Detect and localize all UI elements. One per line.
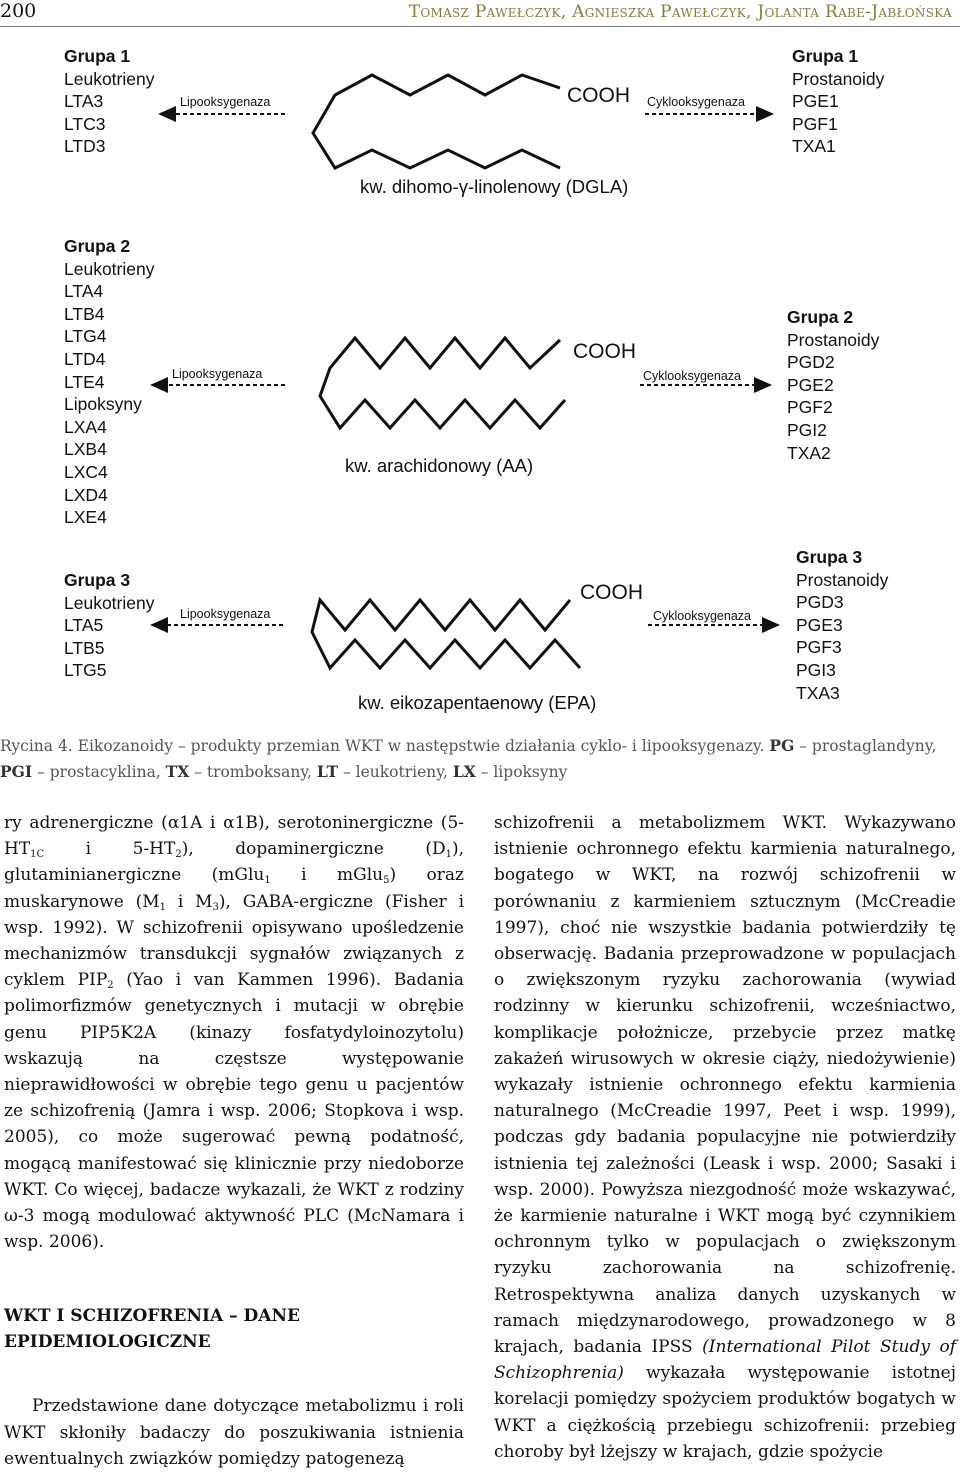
group3-lipoxygenase-label: Lipooksygenaza	[180, 607, 271, 621]
caption-abbr: LX	[452, 762, 476, 781]
group1-right-list	[792, 45, 884, 158]
group1-right-line: PGE1	[792, 91, 839, 112]
group2-left-line: LTA4	[64, 281, 104, 302]
caption-abbr: PGI	[0, 762, 33, 781]
caption-text: – lipoksyny	[475, 763, 568, 781]
group2-left-line: LXE4	[64, 507, 107, 528]
group3-left-line: Leukotrieny	[64, 592, 155, 613]
group2-cooh-label: COOH	[573, 340, 636, 363]
group3-left-heading: Grupa 3	[64, 570, 131, 590]
group2-left-line: LTE4	[64, 371, 105, 392]
group3-left-line: LTG5	[64, 660, 107, 681]
caption-abbr: TX	[165, 762, 190, 781]
group2-acid-label: kw. arachidonowy (AA)	[345, 455, 534, 476]
group2-lipoxygenase-label: Lipooksygenaza	[172, 367, 263, 381]
group1-left-line: LTD3	[64, 136, 106, 157]
figure-caption	[0, 733, 960, 785]
right-paragraph: schizofrenii a metabolizmem WKT. Wykazywano istnienie ochronnego efektu karmienia naturalnego, bogatego w WKT, na rozwój schizofrenii w porównaniu z karmieniem sztucznym (McCreadie 1997), choć nie wszystkie badania potwierdziły tę obserwację. Badania przeprowadzone w populacjach o zwiększonym ryzyku zachorowania (wywiad rodzinny w kierunku schizofrenii, wcześniactwo, komplikacje położnicze, przebycie przez matkę zakażeń wirusowych w okresie ciąży, niedożywienie) wykazały istnienie ochronnego efektu karmienia naturalnego (McCreadie 1997, Peet i wsp. 1999), podczas gdy badania populacyjne nie potwierdziły istnienia tej zależności (Leask i wsp. 2000; Sasaki i wsp. 2000). Powyższa niezgodność może wskazywać, że karmienie naturalne i WKT mogą być czynnikiem ochronnym tylko w populacjach o zwiększonym ryzyku zachorowania na schizofrenię. Retrospektywna analiza danych uzyskanych w ramach międzynarodowego, prowadzonego w 8 krajach, badania IPSS (International Pilot Study of Schizophrenia) wykazała występowanie istotnej korelacji pomiędzy spożyciem produktów bogatych w WKT a ciężkością przebiegu schizofrenii: przebieg choroby był lżejszy w krajach, gdzie spożycie	[494, 813, 957, 1462]
group1-left-line: Leukotrieny	[64, 68, 155, 89]
group3-right-line: PGE3	[796, 614, 843, 635]
group2-left-line: Lipoksyny	[64, 394, 142, 415]
group1-cyclooxygenase-label: Cyklooksygenaza	[647, 95, 745, 109]
group3-right-line: PGI3	[796, 659, 836, 680]
group2-left-heading: Grupa 2	[64, 236, 131, 256]
group2-left-line: LXA4	[64, 416, 107, 437]
group2-right-line: PGD2	[787, 352, 835, 373]
group3-right-list	[796, 546, 888, 704]
aa-chain	[320, 338, 565, 428]
group2-left-line: LTD4	[64, 348, 106, 369]
group2-left-line: LXC4	[64, 461, 108, 482]
group3-right-line: TXA3	[796, 682, 840, 703]
group1-acid-label: kw. dihomo-γ-linolenowy (DGLA)	[360, 176, 629, 197]
group2-cyclooxygenase-label: Cyklooksygenaza	[643, 369, 741, 383]
running-head: Tomasz Pawełczyk, Agnieszka Pawełczyk, Jolanta Rabe-Jabłońska	[408, 2, 952, 22]
group3-right-line: PGD3	[796, 592, 844, 613]
dgla-chain-upper	[313, 75, 560, 168]
group1-left-line: LTC3	[64, 113, 106, 134]
group1-cooh-label: COOH	[567, 84, 630, 107]
left-paragraph-2: Przedstawione dane dotyczące metabolizmu i roli WKT skłoniły badaczy do poszukiwania istnienia ewentualnych związków pomiędzy patogenezą	[4, 1396, 464, 1469]
group3-cooh-label: COOH	[580, 581, 643, 604]
caption-text: – tromboksany,	[189, 763, 317, 781]
group1-right-line: PGF1	[792, 113, 838, 134]
caption-text: – prostacyklina,	[32, 763, 166, 781]
group3-right-line: PGF3	[796, 637, 842, 658]
group3-acid-label: kw. eikozapentaenowy (EPA)	[358, 692, 597, 713]
caption-abbr: PG	[769, 736, 795, 755]
group1-left-line: LTA3	[64, 91, 104, 112]
left-paragraph-1: ry adrenergiczne (α1A i α1B), serotoninergiczne ($5-HT_{1C}$ i $5-HT_2$), dopaminergiczne $(D_1)$, glutaminianergiczne (mGlu$_1$ i mGlu$_5$) oraz muskarynowe ($M_1$ i $M_3$), GABA-ergiczne (Fisher i wsp. 1992). W schizofrenii opisywano upośledzenie mechanizmów transdukcji sygnałów związanych z cyklem $PIP_2$ (Yao i van Kammen 1996). Badania polimorfizmów genetycznych i mutacji w obrębie genu PIP5K2A (kinazy fosfatydyloinozytolu) wskazują na częstsze występowanie nieprawidłowości w obrębie tego genu u pacjentów ze schizofrenią (Jamra i wsp. 2006; Stopkova i wsp. 2005), co może sugerować pewną podatność, mogącą manifestować się klinicznie przy niedoborze WKT. Co więcej, badacze wykazali, że WKT z rodziny ω-3 mogą modulować aktywność PLC (McNamara i wsp. 2006).	[4, 813, 464, 1253]
group1-right-line: TXA1	[792, 136, 836, 157]
section-title: WKT I SCHIZOFRENIA – DANE EPIDEMIOLOGICZNE	[4, 1306, 300, 1353]
group2-right-line: PGE2	[787, 374, 834, 395]
group1-right-line: Prostanoidy	[792, 68, 885, 89]
group3-cyclooxygenase-label: Cyklooksygenaza	[653, 609, 751, 623]
group2-left-list	[64, 235, 154, 529]
caption-abbr: LT	[316, 762, 339, 781]
group3-left-line: LTA5	[64, 615, 104, 636]
group3-left-line: LTB5	[64, 637, 105, 658]
group2-left-line: LTG4	[64, 326, 107, 347]
caption-text: – leukotrieny,	[338, 763, 453, 781]
caption-text: – prostaglandyny,	[794, 737, 937, 755]
group1-right-heading: Grupa 1	[792, 46, 859, 66]
group1-lipoxygenase-label: Lipooksygenaza	[180, 95, 271, 109]
italic-study-name: (International Pilot Study of Schizophrenia)	[494, 1337, 957, 1384]
right-column	[494, 810, 956, 1465]
group2-right-line: Prostanoidy	[787, 329, 880, 350]
group2-right-line: PGF2	[787, 397, 833, 418]
page-number: 200	[0, 0, 37, 22]
caption-text: Rycina 4. Eikozanoidy – produkty przemian WKT w następstwie działania cyklo- i lipooksygenazy.	[0, 737, 770, 755]
group2-right-heading: Grupa 2	[787, 307, 854, 327]
group2-left-line: LTB4	[64, 303, 105, 324]
group2-right-line: TXA2	[787, 442, 831, 463]
group1-left-heading: Grupa 1	[64, 46, 131, 66]
epa-chain	[312, 600, 580, 668]
group1-left-list	[64, 45, 154, 158]
group2-left-line: Leukotrieny	[64, 258, 155, 279]
group2-right-list	[787, 306, 879, 464]
group3-right-line: Prostanoidy	[796, 569, 889, 590]
group2-right-line: PGI2	[787, 419, 827, 440]
group3-right-heading: Grupa 3	[796, 547, 863, 567]
group2-left-line: LXD4	[64, 484, 108, 505]
group2-left-line: LXB4	[64, 439, 107, 460]
left-column	[4, 810, 464, 1472]
group3-left-list	[64, 569, 154, 682]
